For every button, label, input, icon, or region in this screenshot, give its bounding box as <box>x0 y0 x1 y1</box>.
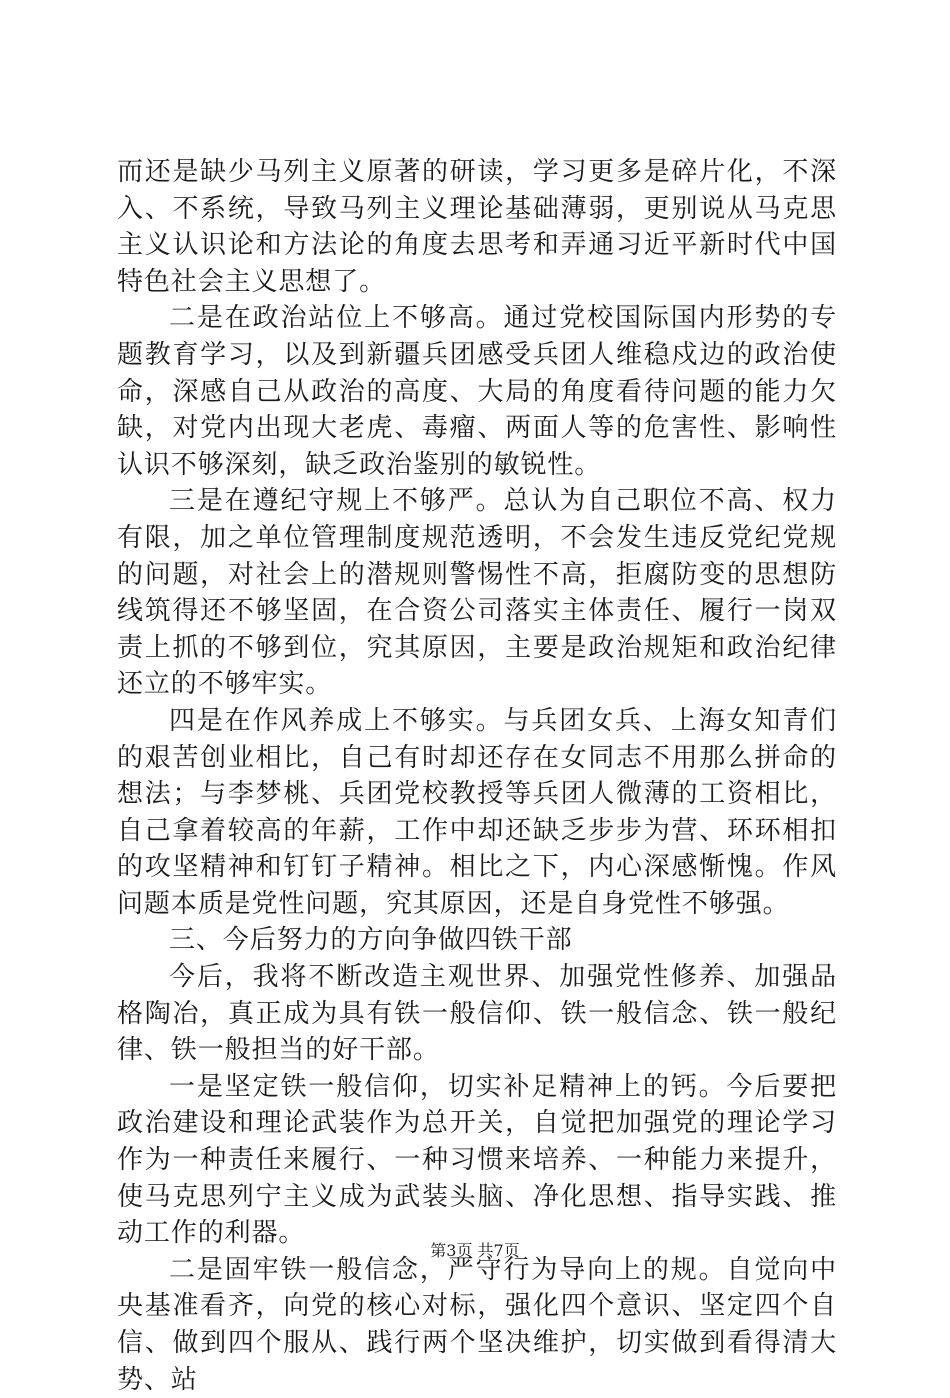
paragraph-intro: 今后，我将不断改造主观世界、加强党性修养、加强品格陶冶，真正成为具有铁一般信仰、铁一般信念、铁一般纪律、铁一般担当的好干部。 <box>117 962 837 1066</box>
paragraph-continuation: 而还是缺少马列主义原著的研读，学习更多是碎片化，不深入、不系统，导致马列主义理论基础薄弱，更别说从马克思主义认识论和方法论的角度去思考和弄通习近平新时代中国特色社会主义思想了。 <box>117 157 837 297</box>
section-heading: 三、今后努力的方向争做四铁干部 <box>169 925 573 956</box>
document-body <box>117 154 837 1398</box>
paragraph-faith: 一是坚定铁一般信仰，切实补足精神上的钙。今后要把政治建设和理论武装作为总开关，自觉把加强党的理论学习作为一种责任来履行、一种习惯来培养、一种能力来提升，使马克思列宁主义成为武装头脑、净化思想、指导实践、推动工作的利器。 <box>117 1071 837 1249</box>
paragraph-political-stance: 二是在政治站位上不够高。通过党校国际国内形势的专题教育学习，以及到新疆兵团感受兵团人维稳戍边的政治使命，深感自己从政治的高度、大局的角度看待问题的能力欠缺，对党内出现大老虎、毒瘤、两面人等的危害性、影响性认识不够深刻，缺乏政治鉴别的敏锐性。 <box>117 303 837 480</box>
paragraph-work-style: 四是在作风养成上不够实。与兵团女兵、上海女知青们的艰苦创业相比，自己有时却还存在女同志不用那么拼命的想法；与李梦桃、兵团党校教授等兵团人微薄的工资相比，自己拿着较高的年薪，工作中却还缺乏步步为营、环环相扣的攻坚精神和钉钉子精神。相比之下，内心深感惭愧。作风问题本质是党性问题，究其原因，还是自身党性不够强。 <box>117 705 837 919</box>
paragraph-conviction: 二是固牢铁一般信念，严守行为导向上的规。自觉向中央基准看齐，向党的核心对标，强化四个意识、坚定四个自信、做到四个服从、践行两个坚决维护，切实做到看得清大势、站 <box>117 1254 837 1395</box>
page-footer: 第3页 共7页 <box>430 1241 520 1260</box>
paragraph-discipline: 三是在遵纪守规上不够严。总认为自己职位不高、权力有限，加之单位管理制度规范透明，不会发生违反党纪党规的问题，对社会上的潜规则警惕性不高，拒腐防变的思想防线筑得还不够坚固，在合资公司落实主体责任、履行一岗双责上抓的不够到位，究其原因，主要是政治规矩和政治纪律还立的不够牢实。 <box>117 486 837 700</box>
